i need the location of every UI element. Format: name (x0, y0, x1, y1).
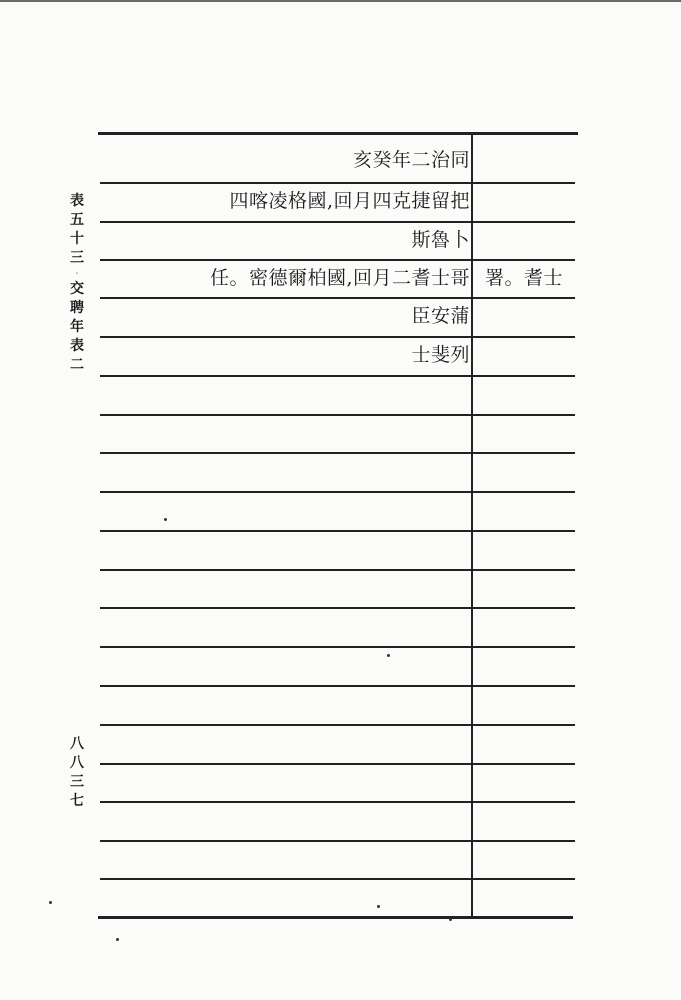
table-cell-main: 四喀凌格國,回月四克捷留把 (229, 190, 470, 212)
page-number (66, 735, 88, 811)
row-rule (100, 569, 575, 571)
row-rule (100, 763, 575, 765)
table-top-rule (98, 132, 578, 135)
table-cell-main: 斯魯卜 (411, 229, 470, 251)
row-rule (100, 530, 575, 532)
table-cell-side: 署。耆士 (484, 267, 563, 289)
table-cell-side (474, 141, 574, 179)
table-cell-side (474, 297, 574, 335)
page-top-border (0, 0, 681, 2)
scan-speck (387, 654, 390, 657)
running-title (66, 192, 88, 375)
title-char: 三 (70, 250, 84, 266)
table-cell-side (474, 336, 574, 374)
title-char: 表 (70, 193, 84, 209)
row-rule (100, 375, 575, 377)
title-char: 二 (70, 357, 84, 373)
title-char: 十 (70, 231, 84, 247)
title-char: 表 (70, 338, 84, 354)
row-rule (100, 607, 575, 609)
page-number-char: 七 (70, 793, 84, 809)
table-cell-main: 任。密德爾柏國,回月二耆士哥 (209, 267, 470, 289)
title-separator: · (74, 266, 80, 282)
table-cell-side (474, 221, 574, 259)
row-rule (100, 840, 575, 842)
scan-speck (164, 518, 167, 521)
row-rule (100, 724, 575, 726)
table-bottom-rule (98, 916, 573, 919)
row-rule (100, 491, 575, 493)
row-rule (100, 452, 575, 454)
row-rule (100, 801, 575, 803)
row-rule (100, 878, 575, 880)
table-cell-main: 亥癸年二治同 (352, 149, 470, 171)
table-cell-main: 士斐列 (411, 344, 470, 366)
page-number-char: 八 (70, 755, 84, 771)
table-cell-main: 臣安蒲 (411, 305, 470, 327)
row-rule (100, 685, 575, 687)
table-cell-side (474, 182, 574, 220)
title-char: 年 (70, 319, 84, 335)
title-char: 聘 (70, 300, 84, 316)
scan-speck (377, 905, 380, 908)
scan-speck (116, 938, 119, 941)
row-rule (100, 414, 575, 416)
page-number-char: 三 (70, 774, 84, 790)
scan-speck (449, 918, 452, 921)
title-char: 交 (70, 281, 84, 297)
scan-speck (49, 901, 52, 904)
title-char: 五 (70, 212, 84, 228)
page-number-char: 八 (70, 736, 84, 752)
row-rule (100, 646, 575, 648)
